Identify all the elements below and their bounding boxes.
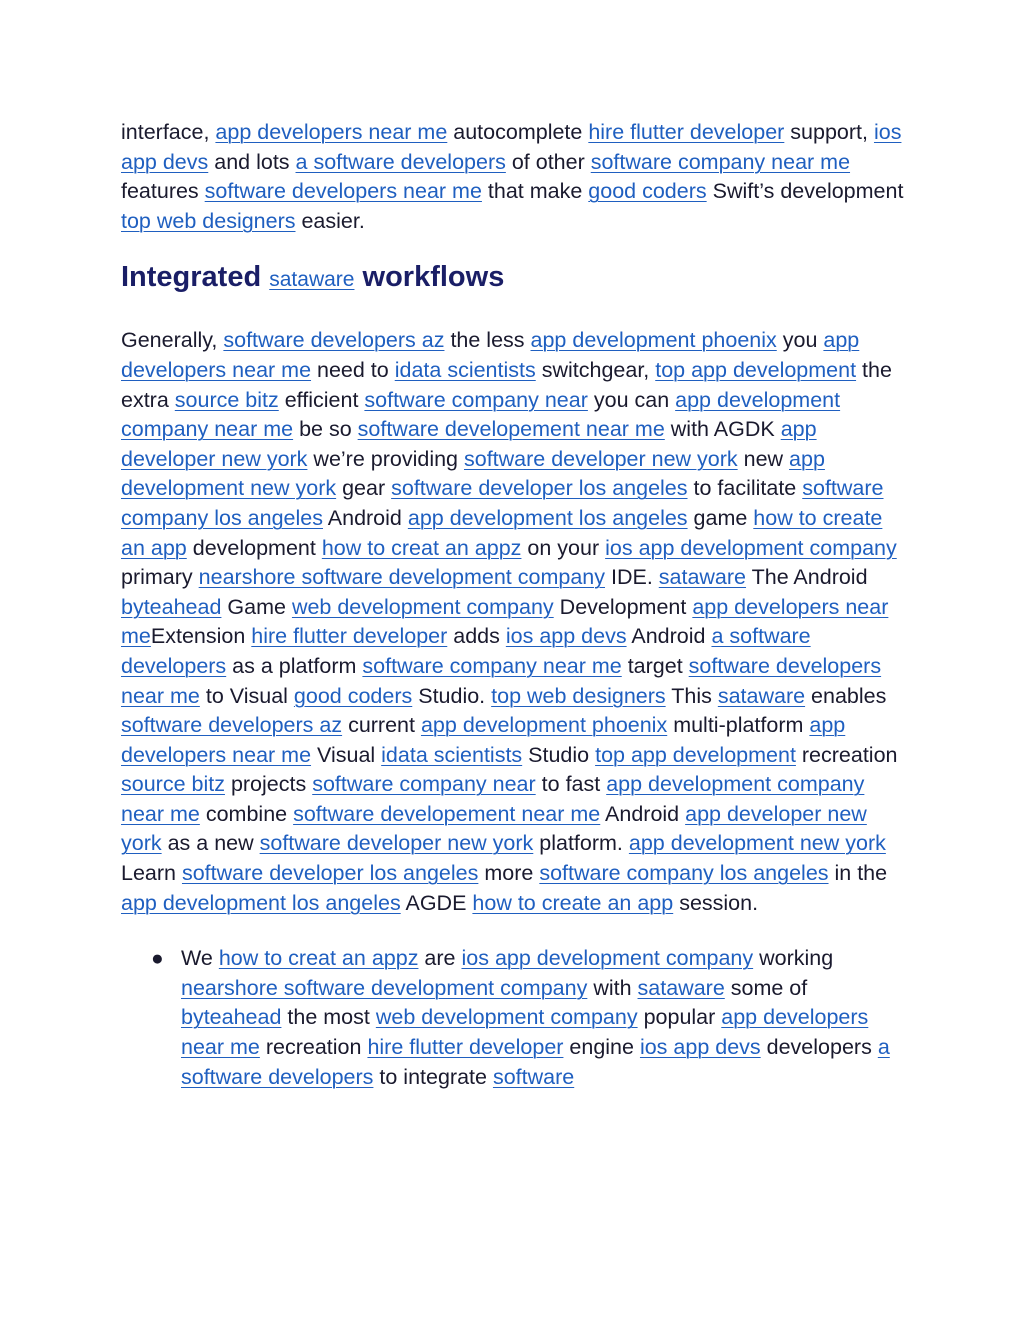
bullet-icon: ● [151,947,164,971]
text-run: switchgear, [535,357,656,382]
inline-link[interactable]: app development company near me [121,387,841,442]
text-run: with AGDK [664,417,781,442]
text-run: AGDE [400,890,473,915]
inline-link[interactable]: top app development [595,742,796,767]
text-run: as a platform [226,653,363,678]
text-run: recreation [795,742,898,767]
inline-link[interactable]: how to create an app [121,505,883,560]
inline-link[interactable]: idata scientists [394,357,536,382]
text-run: Learn [121,861,182,886]
text-run: combine [199,801,294,826]
inline-link[interactable]: app developer new york [121,417,817,471]
section-heading [121,259,906,298]
text-run: features [121,179,205,204]
heading-link[interactable]: sataware [269,268,355,292]
inline-link[interactable]: app development new york [628,831,886,856]
text-run: projects [224,772,313,797]
inline-link[interactable]: app development new york [121,446,825,501]
inline-link[interactable]: app developer new york [121,801,867,856]
text-run: the most [281,1005,376,1030]
text-run: Android [600,801,686,826]
text-run: primary [121,565,199,590]
inline-link[interactable]: top web designers [491,683,666,708]
inline-link[interactable]: nearshore software development company [181,975,588,1000]
inline-link[interactable]: software company los angeles [539,861,829,886]
inline-link[interactable]: how to creat an appz [218,946,419,971]
text-run: recreation [259,1035,368,1060]
inline-link[interactable]: nearshore software development company [198,565,605,590]
inline-link[interactable]: good coders [293,683,413,708]
text-run: of other [505,149,591,174]
text-run: working [753,946,834,971]
text-run: enables [805,683,887,708]
inline-link[interactable]: top app development [655,357,857,382]
inline-link[interactable]: sataware [637,975,725,1000]
text-run: gear [336,476,392,501]
inline-link[interactable]: source bitz [174,387,279,412]
text-run: with [587,975,638,1000]
text-run: We [181,946,219,971]
inline-link[interactable]: ios app devs [121,120,902,174]
inline-link[interactable]: how to create an app [472,890,674,915]
text-run: to integrate [373,1064,493,1089]
text-run: on your [521,535,606,560]
text-run: the extra [121,357,892,412]
inline-link[interactable]: ios app devs [505,624,627,649]
inline-link[interactable]: software developer new york [463,446,738,471]
text-run: new [737,446,790,471]
document-page [121,118,906,1092]
inline-link[interactable]: software developers az [223,328,445,353]
text-run: Android [626,624,712,649]
text-run: Generally, [121,328,224,353]
text-run: support, [784,120,874,144]
text-run: that make [481,179,589,204]
inline-link[interactable]: top web designers [121,208,296,233]
inline-link[interactable]: a software developers [295,149,506,174]
text-run: and lots [208,149,296,174]
text-run: Studio [522,742,596,767]
inline-link[interactable]: byteahead [121,594,222,619]
text-run: engine [563,1035,640,1060]
inline-link[interactable]: software developer los angeles [181,861,479,886]
inline-link[interactable]: software developer new york [259,831,534,856]
text-run: Game [221,594,292,619]
inline-link[interactable]: ios app devs [639,1035,761,1060]
inline-link[interactable]: software developers near me [121,653,882,708]
text-run: the less [444,328,531,353]
text-run: Visual [311,742,382,767]
inline-link[interactable]: idata scientists [381,742,523,767]
text-run: to facilitate [687,476,803,501]
text-run: Studio. [412,683,492,708]
inline-link[interactable]: ios app development company [461,946,754,971]
inline-link[interactable]: hire flutter developer [588,120,785,144]
intro-paragraph [121,118,906,236]
heading-text-before: Integrated [121,261,270,294]
text-run: in the [828,861,888,886]
text-run: be so [293,417,358,442]
inline-link[interactable]: software company near [312,772,536,797]
text-run: Swift’s development [706,179,904,204]
text-run: more [478,861,540,886]
text-run: interface, [121,120,216,144]
text-run: Development [553,594,693,619]
text-run: to fast [535,772,607,797]
text-run: you [776,328,824,353]
body-paragraph [121,326,906,918]
inline-link[interactable]: sataware [717,683,806,708]
inline-link[interactable]: app development los angeles [407,505,688,530]
inline-link[interactable]: byteahead [181,1005,282,1030]
text-run: current [342,713,421,738]
inline-link[interactable]: ios app development company [605,535,897,560]
text-run: Android [322,505,408,530]
text-run: adds [447,624,506,649]
inline-link[interactable]: app development phoenix [530,328,777,353]
text-run: efficient [278,387,365,412]
text-run: This [665,683,718,708]
inline-link[interactable]: hire flutter developer [251,624,448,649]
text-run: IDE. [605,565,659,590]
text-run: developers [760,1035,878,1060]
list-item-text [181,946,890,1088]
inline-link[interactable]: sataware [658,565,747,590]
inline-link[interactable]: a software developers [121,624,811,678]
text-run: you can [587,387,676,412]
text-run: some of [724,975,808,1000]
text-run: target [621,653,689,678]
inline-link[interactable]: hire flutter developer [367,1035,564,1060]
inline-link[interactable]: software developement near me [357,417,665,442]
text-run: are [418,946,462,971]
inline-link[interactable]: software company near [364,387,588,412]
inline-link[interactable]: software company near me [362,653,622,678]
inline-link[interactable]: how to creat an appz [321,535,522,560]
inline-link[interactable]: app development los angeles [121,890,401,915]
text-run: session. [673,890,759,915]
inline-link[interactable]: web development company [375,1005,638,1030]
inline-link[interactable]: software developement near me [293,801,601,826]
text-run: multi-platform [667,713,810,738]
inline-link[interactable]: software company los angeles [121,476,884,530]
text-run: platform. [533,831,629,856]
inline-link[interactable]: app development company near me [121,772,865,826]
inline-link[interactable]: software [492,1064,575,1089]
inline-link[interactable]: source bitz [121,772,225,797]
text-run: The Android [746,565,868,590]
inline-link[interactable]: app developers near me [121,594,889,649]
text-run: need to [311,357,395,382]
inline-link[interactable]: software company near me [590,149,851,174]
inline-link[interactable]: software developers az [121,713,343,738]
text-run: as a new [161,831,260,856]
text-run: development [186,535,322,560]
inline-link[interactable]: web development company [291,594,554,619]
inline-link[interactable]: software developer los angeles [391,476,688,501]
inline-link[interactable]: app development phoenix [420,713,668,738]
inline-link[interactable]: software developers near me [204,179,482,204]
inline-link[interactable]: app developers near me [121,328,860,382]
text-run: autocomplete [447,120,589,144]
inline-link[interactable]: app developers near me [215,120,448,144]
inline-link[interactable]: good coders [588,179,707,204]
text-run: we’re providing [307,446,464,471]
text-run: to Visual [199,683,294,708]
bullet-list [121,944,906,1092]
text-run: Extension [150,624,252,649]
inline-link[interactable]: app developers near me [121,713,846,767]
text-run: easier. [295,208,365,233]
text-run: popular [637,1005,722,1030]
heading-text-after: workflows [354,261,505,294]
list-item [151,944,906,1092]
text-run: game [687,505,754,530]
inline-link[interactable]: app developers near me [181,1005,869,1060]
inline-link[interactable]: a software developers [181,1035,890,1089]
